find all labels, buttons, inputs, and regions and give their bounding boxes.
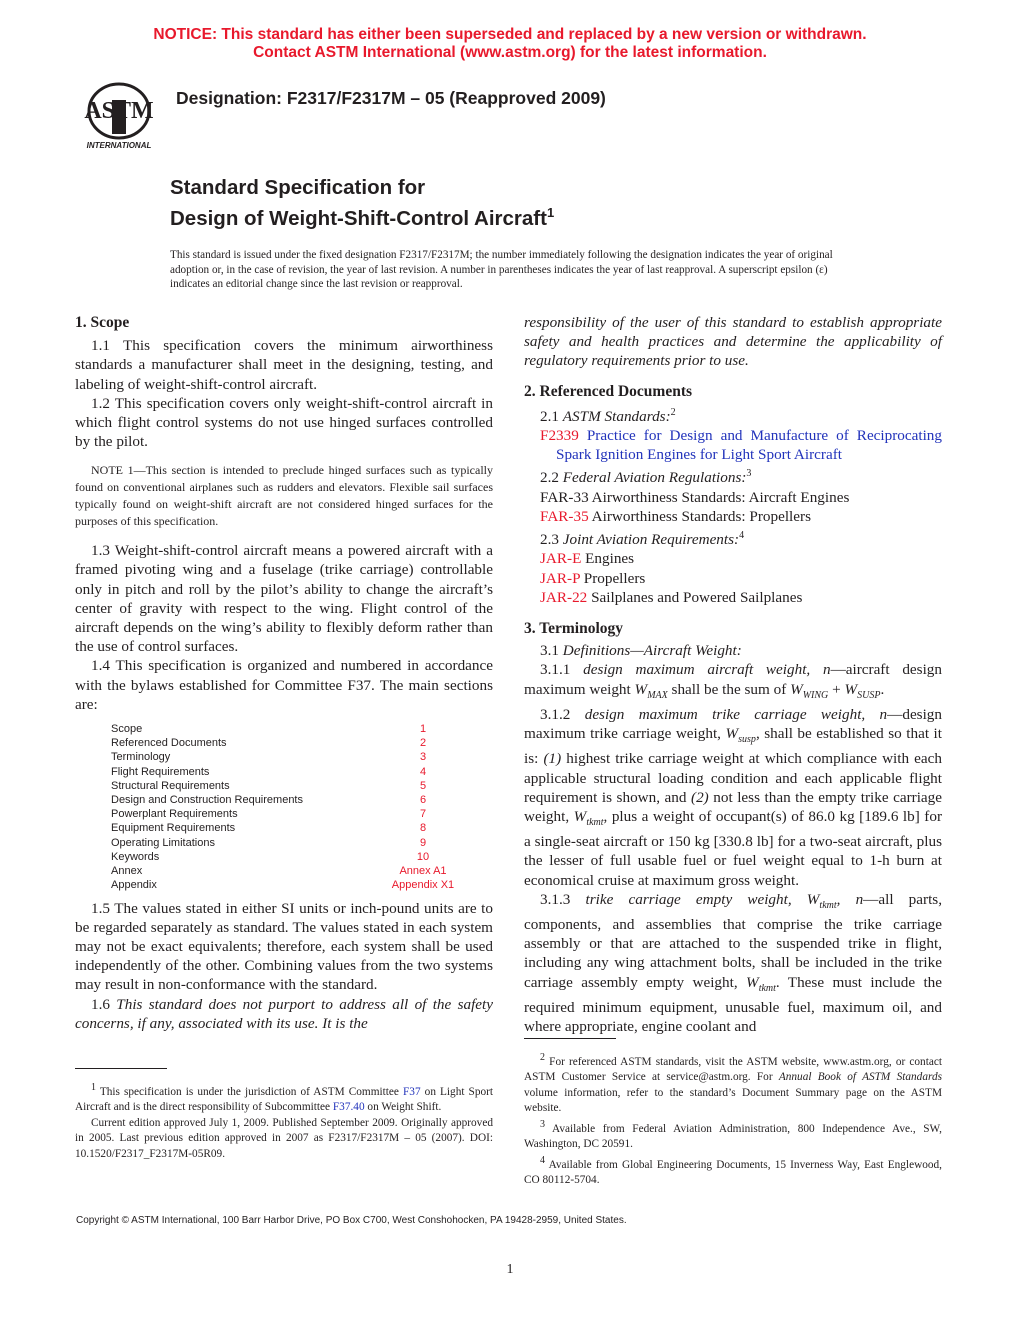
toc-link[interactable]: 5	[419, 779, 427, 792]
toc-label: Structural Requirements	[111, 779, 230, 792]
right-column	[524, 313, 942, 1036]
notice-line-2: Contact ASTM International (www.astm.org) for the latest information.	[253, 44, 767, 61]
toc-link[interactable]: 4	[419, 765, 427, 778]
toc-row	[111, 836, 493, 850]
paragraph-1-5: 1.5 The values stated in either SI units or inch-pound units are to be regarded separately as standard. The values stated in each system may not be exact equivalents; therefore, each system shall be used independently of the other. Combining values from the two systems may result in non-conformance with the standard.	[75, 899, 493, 994]
astm-logo-mark	[76, 78, 162, 152]
toc-row	[111, 821, 493, 835]
toc-label: Keywords	[111, 850, 160, 863]
footnote-3: $^3$ Available from Federal Aviation Administration, 800 Independence Ave., SW, Washington, DC 20591.	[524, 1118, 943, 1151]
toc-row	[111, 765, 493, 779]
toc-label: Design and Construction Requirements	[111, 794, 303, 807]
toc-link[interactable]: 6	[419, 794, 427, 807]
sections-table	[111, 722, 493, 892]
toc-link[interactable]: 2	[419, 737, 427, 750]
section-heading-referenced: 2. Referenced Documents	[524, 382, 693, 400]
toc-row	[111, 793, 493, 807]
paragraph-1-4: 1.4 This specification is organized and numbered in accordance with the bylaws established for Committee F37. The main sections are:	[75, 657, 493, 713]
paragraph-1-1: 1.1 This specification covers the minimum airworthiness standards a manufacturer shall meet in the designing, testing, and labeling of weight-shift-control aircraft.	[75, 337, 493, 393]
definition-3-1-2: 3.1.2 design maximum trike carriage weight, n—design maximum trike carriage weight, $W_{susp}$, shall be established so that it is: (1) highest trike carriage weight at which compliance with each applicable structural loading condition and each applicable flight requirement is shown, and (2) not less than the empty trike carriage weight, $W_{tkmt}$, plus a weight of occupant(s) of 86.0 kg [189.6 lb] for a single-seat aircraft or 150 kg [330.8 lb] for a two-seat aircraft, plus the lesser of full usable fuel or fuel weight equal to 1-h burn at economical cruise at maximum gross weight.	[524, 705, 943, 889]
note-1: NOTE 1—This section is intended to preclude hinged surfaces such as typically found on conventional airplanes such as rudders and elevators. Flexible sail surfaces typically found on weight-shift aircraft are not considered hinged surfaces for the purposes of this specification.	[75, 463, 493, 528]
toc-row	[111, 878, 493, 892]
title-line-1: Standard Specification for	[170, 176, 426, 199]
toc-link[interactable]: 9	[419, 836, 427, 849]
toc-row	[111, 850, 493, 864]
toc-label: Operating Limitations	[111, 836, 215, 849]
toc-link[interactable]: 7	[419, 808, 427, 821]
toc-row	[111, 864, 493, 878]
definition-3-1: 3.1 Definitions—Aircraft Weight:	[540, 642, 742, 660]
paragraph-1-6-cont: responsibility of the user of this standard to establish appropriate safety and health practices and determine the applicability of regulatory requirements prior to use.	[524, 314, 942, 370]
ref-jar-p[interactable]: JAR-P Propellers	[540, 569, 646, 587]
ref-jar-e[interactable]: JAR-E Engines	[540, 550, 635, 568]
referenced-documents: 2.1 ASTM Standards:$^2$ F2339 Practice for Design and Manufacture of Reciprocating Spark Ignition Engines for Light Sport Aircraft 2.2 Federal Aviation Regulations:$^3$ FAR-33 Airworthiness Standards: Aircraft Engines FAR-35 Airworthiness Standards: Propellers 2.3 Joint Aviation Requirements:$^4$ JAR-E Engines JAR-P Propellers JAR-22 Sailplanes and Powered Sailplanes	[524, 403, 942, 607]
toc-label: Scope	[111, 723, 143, 736]
copyright: Copyright © ASTM International, 100 Barr Harbor Drive, PO Box C700, West Conshohocken, PA 19428-2959, United States.	[76, 1215, 627, 1226]
ref-jar-22[interactable]: JAR-22 Sailplanes and Powered Sailplanes	[540, 588, 803, 606]
title-line-2: Design of Weight-Shift-Control Aircraft$^1$	[170, 205, 555, 230]
footnote-rule-left	[75, 1068, 167, 1069]
toc-label: Powerplant Requirements	[111, 808, 238, 821]
paragraph-1-2: 1.2 This specification covers only weight-shift-control aircraft in which flight control systems do not use hinged surfaces controlled by the pilot.	[75, 394, 493, 451]
toc-link[interactable]: 3	[419, 751, 427, 764]
footnote-1: $^1$ This specification is under the jurisdiction of ASTM Committee F37 on Light Sport Aircraft and is the direct responsibility of Subcommittee F37.40 on Weight Shift. Current edition approved July 1, 2009. Published September 2009. Originally approved in 2005. Last previous edition approved in 2007 as F2317/F2317M – 05 (2007). DOI: 10.1520/F2317_F2317M-05R09.	[75, 1080, 493, 1162]
toc-label: Annex	[111, 865, 143, 878]
link-f37-40[interactable]: F37.40	[332, 1101, 365, 1114]
footnote-2: $^2$ For referenced ASTM standards, visit the ASTM website, www.astm.org, or contact ASTM Customer Service at service@astm.org. For Annual Book of ASTM Standards volume information, refer to the standard’s Document Summary page on the ASTM website.	[524, 1052, 942, 1115]
toc-link[interactable]: 10	[416, 850, 430, 863]
toc-row	[111, 750, 493, 764]
logo-text: ASTM	[84, 98, 154, 124]
footnote-4: $^4$ Available from Global Engineering Documents, 15 Inverness Way, East Englewood, CO 80112-5704.	[524, 1154, 943, 1186]
ref-far-35[interactable]: FAR-35 Airworthiness Standards: Propellers	[540, 507, 811, 525]
issuance-note: This standard is issued under the fixed designation F2317/F2317M; the number immediately following the designation indicates the year of original adoption or, in the case of revision, the year of last revision. A number in parentheses indicates the year of last reapproval. A superscript epsilon (ε) indicates an editorial change since the last revision or reapproval.	[170, 249, 833, 291]
logo-subtext: INTERNATIONAL	[86, 141, 152, 150]
title-footnote-ref: 1	[546, 205, 555, 220]
link-f37[interactable]: F37	[403, 1085, 421, 1098]
paragraph-1-3: 1.3 Weight-shift-control aircraft means a powered aircraft with a framed pivoting wing and a fuselage (trike carriage) controllable only in pitch and roll by the pilot’s ability to change the aircraft’s center of gravity with respect to the wing. Flight control of the aircraft depends on the wing’s ability to flexibly deform rather than the use of control surfaces.	[75, 542, 493, 656]
footnote-1-edition: Current edition approved July 1, 2009. Published September 2009. Originally approved in 2005. Last previous edition approved in 2007 as F2317/F2317M – 05 (2007). DOI: 10.1520/F2317_F2317M-05R09.	[75, 1116, 493, 1160]
page-number: 1	[506, 1262, 514, 1277]
footnote-rule-right	[524, 1038, 616, 1039]
paragraph-1-6: 1.6 This standard does not purport to address all of the safety concerns, if any, associated with its use. It is the	[75, 995, 493, 1032]
toc-row	[111, 807, 493, 821]
toc-row	[111, 736, 493, 750]
ref-f2339[interactable]: F2339 Practice for Design and Manufacture of Reciprocating Spark Ignition Engines for Light Sport Aircraft	[540, 427, 942, 464]
toc-label: Appendix	[111, 879, 157, 892]
definition-3-1-3: 3.1.3 trike carriage empty weight, $W_{tkmt}$, n—all parts, components, and assemblies that comprise the trike carriage assembly or that are attached to the suspended trike in flight, including any wing attachment bolts, shall be included in the trike carriage assembly empty weight, $W_{tkmt}$. These must include the required minimum equipment, unusable fuel, maximum oil, and where appropriate, engine coolant and	[524, 890, 942, 1036]
notice-line-1: NOTICE: This standard has either been superseded and replaced by a new version or withdrawn.	[153, 26, 867, 43]
astm-logo	[76, 78, 162, 152]
toc-label: Terminology	[111, 751, 171, 764]
toc-row	[111, 779, 493, 793]
notice-banner	[0, 26, 1020, 62]
toc-label: Flight Requirements	[111, 765, 210, 778]
footnotes-right	[524, 1050, 942, 1188]
document-title	[170, 175, 554, 231]
toc-row	[111, 722, 493, 736]
toc-label: Referenced Documents	[111, 737, 227, 750]
toc-link[interactable]: 1	[419, 723, 427, 736]
left-column	[75, 313, 493, 1033]
toc-label: Equipment Requirements	[111, 822, 236, 835]
ref-far-33: FAR-33 Airworthiness Standards: Aircraft Engines	[540, 488, 850, 506]
toc-link[interactable]: Appendix X1	[391, 879, 455, 892]
toc-link[interactable]: Annex A1	[399, 865, 447, 878]
designation: Designation: F2317/F2317M – 05 (Reapproved 2009)	[176, 88, 606, 108]
definition-3-1-1: 3.1.1 design maximum aircraft weight, n—aircraft design maximum weight $W_{MAX}$ shall be the sum of $W_{WING} + W_{SUSP}$.	[524, 661, 942, 701]
toc-link[interactable]: 8	[419, 822, 427, 835]
section-heading-terminology: 3. Terminology	[524, 620, 624, 638]
section-heading-scope: 1. Scope	[75, 314, 130, 331]
